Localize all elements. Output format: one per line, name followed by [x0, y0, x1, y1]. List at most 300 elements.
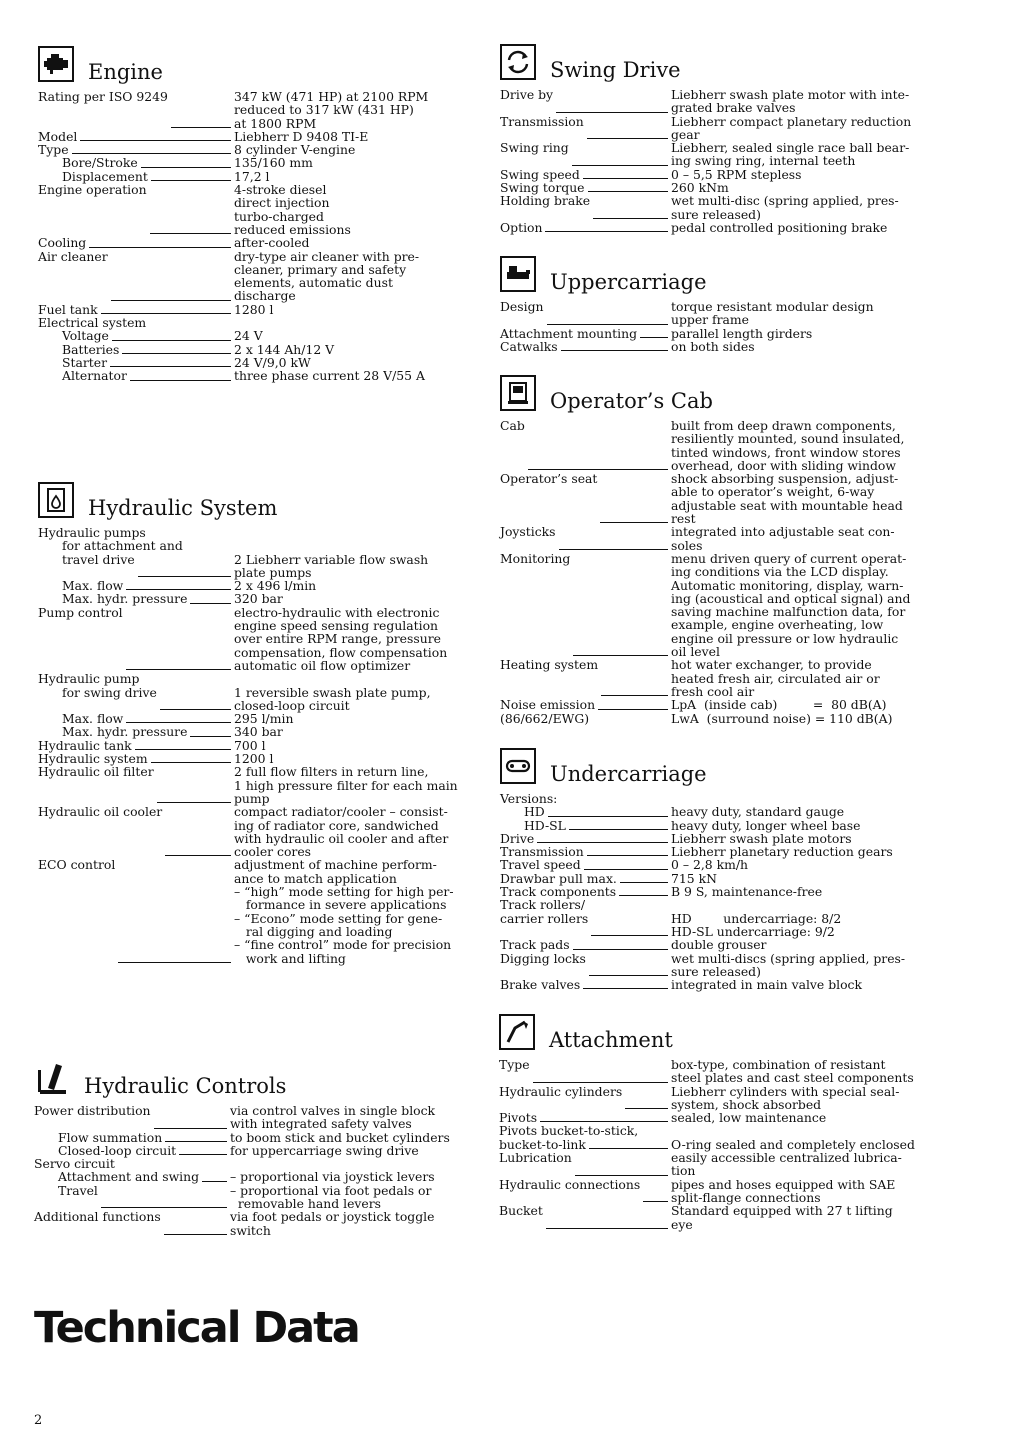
spec-value-line: split-flange connections	[671, 1189, 821, 1205]
spec-label	[500, 978, 671, 991]
leader-line	[556, 112, 668, 113]
spec-row	[500, 698, 945, 711]
spec-value-line: adjustable seat with mountable head	[671, 497, 903, 513]
spec-value	[671, 552, 945, 658]
leader-line	[72, 153, 231, 154]
boom-icon	[499, 1014, 535, 1050]
spec-value-line: resiliently mounted, sound insulated,	[671, 431, 905, 447]
spec-label	[499, 1124, 671, 1137]
spec-value-line: torque resistant modular design	[671, 299, 874, 314]
spec-value-line: 2 Liebherr variable flow swash	[234, 551, 429, 567]
leader-line	[573, 949, 668, 950]
spec-label-text: Heating system	[500, 657, 599, 673]
leader-line	[583, 178, 668, 179]
hydraulic-system-title: Hydraulic System	[88, 496, 278, 520]
spec-value-line: wet multi-discs (spring applied, pres-	[671, 950, 906, 966]
hydraulic-controls-header	[34, 1060, 479, 1104]
spec-value-line: overhead, door with sliding window	[671, 457, 896, 473]
spec-value-line: 8 cylinder V-engine	[234, 142, 356, 158]
spec-label	[500, 168, 671, 181]
spec-label	[38, 343, 234, 356]
leader-line	[601, 695, 668, 696]
page-number: 2	[34, 1413, 43, 1428]
spec-label-text: Transmission	[500, 844, 584, 860]
spec-label	[38, 170, 234, 183]
undercarriage-title: Undercarriage	[550, 762, 707, 786]
spec-value-line: – proportional via foot pedals or	[230, 1182, 432, 1198]
spec-row	[500, 712, 945, 725]
spec-value	[671, 792, 945, 805]
spec-value-line	[671, 898, 945, 911]
leader-line	[589, 1148, 668, 1149]
spec-row	[38, 579, 478, 592]
spec-label-text: Hydraulic pump	[38, 671, 140, 687]
leader-line	[101, 1207, 227, 1208]
spec-label-text: (86/662/EWG)	[500, 710, 590, 726]
spec-row	[38, 183, 478, 236]
spec-value-line: direct injection	[234, 195, 330, 211]
spec-value-line: LpA (inside cab) = 80 dB(A)	[671, 697, 887, 713]
leader-line	[179, 1154, 227, 1155]
spec-row	[499, 1151, 947, 1178]
spec-value-line: HD undercarriage: 8/2	[671, 910, 842, 926]
leader-line	[130, 380, 231, 381]
spec-value-line: pump	[234, 790, 270, 806]
spec-value	[234, 858, 478, 964]
spec-label	[500, 872, 671, 885]
spec-row	[38, 170, 478, 183]
leader-line	[112, 340, 231, 341]
spec-value-line: sure released)	[671, 963, 761, 979]
spec-label	[500, 712, 671, 725]
spec-value-line: via control valves in single block	[230, 1103, 436, 1118]
spec-label	[38, 592, 234, 605]
spec-value-line: grated brake valves	[671, 100, 796, 116]
spec-row	[38, 143, 478, 156]
spec-value	[230, 1131, 479, 1144]
spec-value-line: 260 kNm	[671, 180, 729, 196]
spec-value	[671, 88, 945, 115]
spec-row	[499, 1124, 947, 1137]
spec-label-text: Drive	[500, 830, 535, 846]
spec-label-text: Model	[38, 128, 78, 144]
spec-row	[38, 250, 478, 303]
engine-rows	[38, 90, 478, 383]
attachment-header	[499, 1014, 947, 1058]
spec-label	[38, 526, 234, 539]
spec-label	[38, 329, 234, 342]
leader-line	[533, 1082, 668, 1083]
leader-line	[110, 366, 231, 367]
spec-value	[234, 579, 478, 592]
spec-value-line: pedal controlled positioning brake	[671, 219, 888, 235]
leader-line	[573, 655, 668, 656]
spec-label-text: Type	[38, 142, 69, 158]
spec-value-line: ing conditions via the LCD display.	[671, 564, 889, 580]
spec-value-line: sure released)	[671, 206, 761, 222]
engine-header	[38, 46, 478, 90]
spec-row	[38, 369, 478, 382]
spec-row	[500, 978, 945, 991]
spec-label	[499, 1204, 671, 1231]
spec-value-line: 4-stroke diesel	[234, 182, 327, 198]
leader-line	[559, 549, 668, 550]
spec-value-line: ing swing ring, internal teeth	[671, 153, 856, 169]
spec-value	[671, 858, 945, 871]
spec-label	[500, 141, 671, 168]
spec-value-line: rest	[671, 511, 696, 527]
spec-label-text: Rating per ISO 9249	[38, 89, 168, 104]
spec-label-text: Attachment mounting	[500, 325, 637, 341]
spec-value-line: O-ring sealed and completely enclosed	[671, 1136, 915, 1152]
spec-label-text: Flow summation	[58, 1129, 163, 1145]
leader-line	[600, 522, 668, 523]
spec-label	[499, 1085, 671, 1112]
spec-row	[38, 236, 478, 249]
spec-label	[500, 792, 671, 805]
hydraulic-controls-rows	[34, 1104, 479, 1237]
leader-line	[101, 313, 231, 314]
engine-section	[38, 46, 478, 383]
spec-label	[38, 539, 234, 552]
spec-label	[38, 858, 234, 964]
spec-value-line: 24 V	[234, 328, 263, 344]
spec-row	[38, 606, 478, 672]
spec-value-line: Liebherr cylinders with special seal-	[671, 1083, 900, 1099]
spec-value	[671, 327, 945, 340]
leader-line	[80, 140, 231, 141]
spec-label-text: Drive by	[500, 87, 554, 102]
spec-label-text: Swing torque	[500, 180, 585, 196]
spec-value-line: ing of radiator core, sandwiched	[234, 817, 439, 833]
spec-row	[38, 592, 478, 605]
spec-label-text: Additional functions	[34, 1209, 161, 1225]
spec-label	[38, 303, 234, 316]
leader-line	[643, 1201, 668, 1202]
spec-row	[500, 300, 945, 327]
spec-label	[38, 156, 234, 169]
swing-drive-title: Swing Drive	[550, 58, 681, 82]
spec-label-text: Type	[499, 1057, 530, 1072]
leader-line	[111, 300, 231, 301]
leader-line	[118, 962, 231, 963]
spec-label-text: Track rollers/	[500, 897, 586, 913]
spec-value	[230, 1157, 479, 1170]
spec-value	[671, 712, 945, 725]
spec-row	[500, 898, 945, 911]
spec-label-text: Operator’s seat	[500, 471, 598, 487]
spec-value	[234, 712, 478, 725]
spec-value-line: ral digging and loading	[234, 923, 393, 939]
spec-value-line: turbo-charged	[234, 208, 324, 224]
oil-can-icon	[38, 482, 74, 518]
spec-label	[38, 686, 234, 713]
leader-line	[160, 709, 231, 710]
spec-value-line	[671, 792, 945, 805]
spec-value-line: steel plates and cast steel components	[671, 1070, 914, 1086]
spec-label-text: Electrical system	[38, 315, 147, 331]
spec-label	[34, 1184, 230, 1211]
leader-line	[126, 669, 231, 670]
spec-value	[671, 1111, 947, 1124]
spec-row	[500, 952, 945, 979]
swing-drive-section	[500, 44, 945, 234]
hydraulic-controls-title: Hydraulic Controls	[84, 1074, 287, 1098]
spec-row	[500, 472, 945, 525]
spec-value-line: upper frame	[671, 312, 750, 328]
spec-value	[234, 725, 478, 738]
spec-value-line: 1 high pressure filter for each main	[234, 777, 458, 793]
spec-value	[671, 819, 945, 832]
spec-row	[34, 1170, 479, 1183]
spec-value-line: oil level	[671, 644, 720, 660]
spec-value	[234, 356, 478, 369]
spec-label-text: Power distribution	[34, 1103, 151, 1118]
spec-row	[500, 858, 945, 871]
spec-row	[38, 712, 478, 725]
leader-line	[587, 138, 668, 139]
spec-value	[234, 143, 478, 156]
spec-label-text: Closed-loop circuit	[58, 1142, 177, 1158]
spec-label	[38, 606, 234, 672]
spec-row	[38, 672, 478, 685]
leader-line	[537, 842, 668, 843]
spec-label	[38, 752, 234, 765]
spec-value-line: parallel length girders	[671, 325, 813, 341]
spec-value-line: menu driven query of current operat-	[671, 550, 907, 566]
spec-value	[234, 805, 478, 858]
leader-line	[620, 882, 668, 883]
spec-label	[38, 553, 234, 580]
uppercarriage-header	[500, 256, 945, 300]
spec-value-line: gear	[671, 126, 700, 142]
spec-value	[671, 912, 945, 939]
spec-label-text: for attachment and	[62, 538, 183, 554]
spec-label	[38, 579, 234, 592]
spec-row	[500, 805, 945, 818]
spec-label	[500, 419, 671, 472]
spec-value	[230, 1210, 479, 1237]
spec-label-text: Pivots	[499, 1110, 538, 1126]
spec-value-line: 715 kN	[671, 870, 717, 886]
spec-label-text: Hydraulic tank	[38, 737, 132, 753]
spec-row	[500, 221, 945, 234]
leader-line	[202, 1181, 227, 1182]
spec-label	[38, 183, 234, 236]
spec-value	[234, 739, 478, 752]
leader-line	[138, 576, 231, 577]
spec-value	[230, 1184, 479, 1211]
spec-row	[34, 1104, 479, 1131]
undercarriage-section	[500, 748, 945, 991]
spec-value-line: 2 full flow filters in return line,	[234, 764, 429, 780]
swing-drive-rows	[500, 88, 945, 234]
spec-label-text: HD-SL	[524, 817, 566, 833]
spec-value	[671, 885, 945, 898]
spec-label-text: Option	[500, 219, 543, 235]
spec-value-line: eye	[671, 1216, 693, 1232]
leader-line	[157, 802, 231, 803]
hydraulic-controls-section	[34, 1060, 479, 1237]
spec-row	[38, 526, 478, 539]
spec-value-line: discharge	[234, 288, 296, 304]
undercarriage-header	[500, 748, 945, 792]
spec-row	[38, 765, 478, 805]
spec-label	[499, 1111, 671, 1124]
spec-row	[500, 845, 945, 858]
spec-value-line: integrated into adjustable seat con-	[671, 524, 895, 540]
spec-row	[500, 912, 945, 939]
spec-value-line: cleaner, primary and safety	[234, 261, 407, 277]
leader-line	[151, 180, 231, 181]
spec-value-line: Liebherr compact planetary reduction	[671, 113, 912, 129]
leader-line	[171, 127, 231, 128]
spec-label	[500, 805, 671, 818]
spec-label	[38, 130, 234, 143]
spec-value-line: ing (acoustical and optical signal) and	[671, 590, 911, 606]
spec-value	[671, 221, 945, 234]
spec-row	[34, 1144, 479, 1157]
spec-value-line: via foot pedals or joystick toggle	[230, 1209, 435, 1225]
spec-value-line: dry-type air cleaner with pre-	[234, 248, 420, 264]
spec-value-line: Liebherr D 9408 TI-E	[234, 128, 369, 144]
spec-value-line: 17,2 l	[234, 168, 270, 184]
spec-label	[38, 236, 234, 249]
spec-value-line: switch	[230, 1222, 271, 1238]
spec-label	[500, 885, 671, 898]
spec-value-line: electro-hydraulic with electronic	[234, 604, 440, 620]
spec-value-line: on both sides	[671, 338, 755, 354]
spec-value	[671, 1178, 947, 1205]
spec-row	[500, 419, 945, 472]
leader-line	[545, 231, 668, 232]
spec-value-line: 0 – 5,5 RPM stepless	[671, 166, 802, 182]
spec-value	[671, 141, 945, 168]
spec-value	[234, 343, 478, 356]
spec-value-line: closed-loop circuit	[234, 697, 350, 713]
spec-value-line	[234, 672, 478, 685]
spec-value-line: three phase current 28 V/55 A	[234, 368, 425, 384]
spec-value-line: sealed, low maintenance	[671, 1110, 827, 1126]
spec-label	[500, 194, 671, 221]
spec-value-line: HD-SL undercarriage: 9/2	[671, 923, 835, 939]
leader-line	[135, 749, 231, 750]
spec-label	[34, 1170, 230, 1183]
spec-label	[499, 1178, 671, 1205]
spec-row	[500, 181, 945, 194]
attachment-section	[499, 1014, 947, 1231]
leader-line	[640, 337, 668, 338]
leader-line	[548, 816, 668, 817]
spec-value	[671, 1124, 947, 1137]
spec-value-line: compact radiator/cooler – consist-	[234, 804, 448, 820]
spec-value	[671, 898, 945, 911]
spec-row	[38, 316, 478, 329]
spec-label	[499, 1138, 671, 1151]
spec-label	[34, 1144, 230, 1157]
spec-value	[234, 316, 478, 329]
spec-value	[671, 1085, 947, 1112]
spec-row	[38, 725, 478, 738]
hydraulic-system-header	[38, 482, 478, 526]
spec-label	[500, 525, 671, 552]
leader-line	[591, 935, 668, 936]
spec-value-line: reduced emissions	[234, 221, 351, 237]
spec-row	[499, 1204, 947, 1231]
spec-value-line: cooler cores	[234, 844, 312, 860]
spec-value	[234, 303, 478, 316]
spec-label-text: Attachment and swing	[58, 1169, 200, 1185]
spec-value	[234, 765, 478, 805]
attachment-rows	[499, 1058, 947, 1231]
leader-line	[150, 233, 231, 234]
engine-icon	[38, 46, 74, 82]
spec-value-line: built from deep drawn components,	[671, 418, 896, 433]
spec-value-line: elements, automatic dust	[234, 275, 393, 291]
spec-label-text: for swing drive	[62, 684, 157, 700]
spec-row	[500, 872, 945, 885]
spec-label-text: Transmission	[500, 113, 584, 129]
spec-value	[234, 672, 478, 685]
leader-line	[546, 1228, 668, 1229]
operators-cab-section	[500, 375, 945, 725]
spec-label	[500, 819, 671, 832]
leader-line	[584, 869, 668, 870]
operators-cab-header	[500, 375, 945, 419]
spec-value	[671, 698, 945, 711]
spec-value-line: hot water exchanger, to provide	[671, 657, 872, 673]
spec-value-line: Liebherr, sealed single race ball bear-	[671, 140, 910, 156]
spec-value	[671, 872, 945, 885]
operators-cab-title: Operator’s Cab	[550, 389, 713, 413]
spec-value-line: Liebherr swash plate motors	[671, 830, 852, 846]
leader-line	[589, 975, 668, 976]
spec-value	[671, 832, 945, 845]
spec-row	[38, 356, 478, 369]
spec-value-line: Liebherr swash plate motor with inte-	[671, 87, 910, 102]
spec-label-text: HD	[524, 804, 545, 820]
spec-label-text: Displacement	[62, 168, 148, 184]
spec-value-line: soles	[671, 537, 703, 553]
leader-line	[122, 353, 231, 354]
spec-value	[234, 369, 478, 382]
leader-line	[151, 762, 231, 763]
spec-value-line: tion	[671, 1163, 696, 1179]
spec-value-line: for uppercarriage swing drive	[230, 1142, 419, 1158]
spec-value	[234, 170, 478, 183]
spec-label-text: Hydraulic connections	[499, 1176, 641, 1192]
spec-value-line: automatic oil flow optimizer	[234, 657, 411, 673]
spec-label	[500, 845, 671, 858]
spec-label	[38, 369, 234, 382]
spec-value-line: 24 V/9,0 kW	[234, 354, 311, 370]
spec-value-line: 1 reversible swash plate pump,	[234, 684, 431, 700]
spec-label-text: Swing ring	[500, 140, 569, 156]
spec-value-line: easily accessible centralized lubrica-	[671, 1150, 902, 1166]
spec-row	[500, 88, 945, 115]
spec-value-line: 320 bar	[234, 591, 283, 607]
spec-label	[500, 221, 671, 234]
spec-value-line: over entire RPM range, pressure	[234, 631, 441, 647]
spec-label-text: Max. hydr. pressure	[62, 724, 188, 740]
spec-value-line: example, engine overheating, low	[671, 617, 884, 633]
spec-row	[500, 327, 945, 340]
spec-label	[499, 1058, 671, 1085]
spec-label	[500, 952, 671, 979]
spec-label	[500, 88, 671, 115]
leader-line	[165, 855, 231, 856]
undercarriage-rows	[500, 792, 945, 991]
